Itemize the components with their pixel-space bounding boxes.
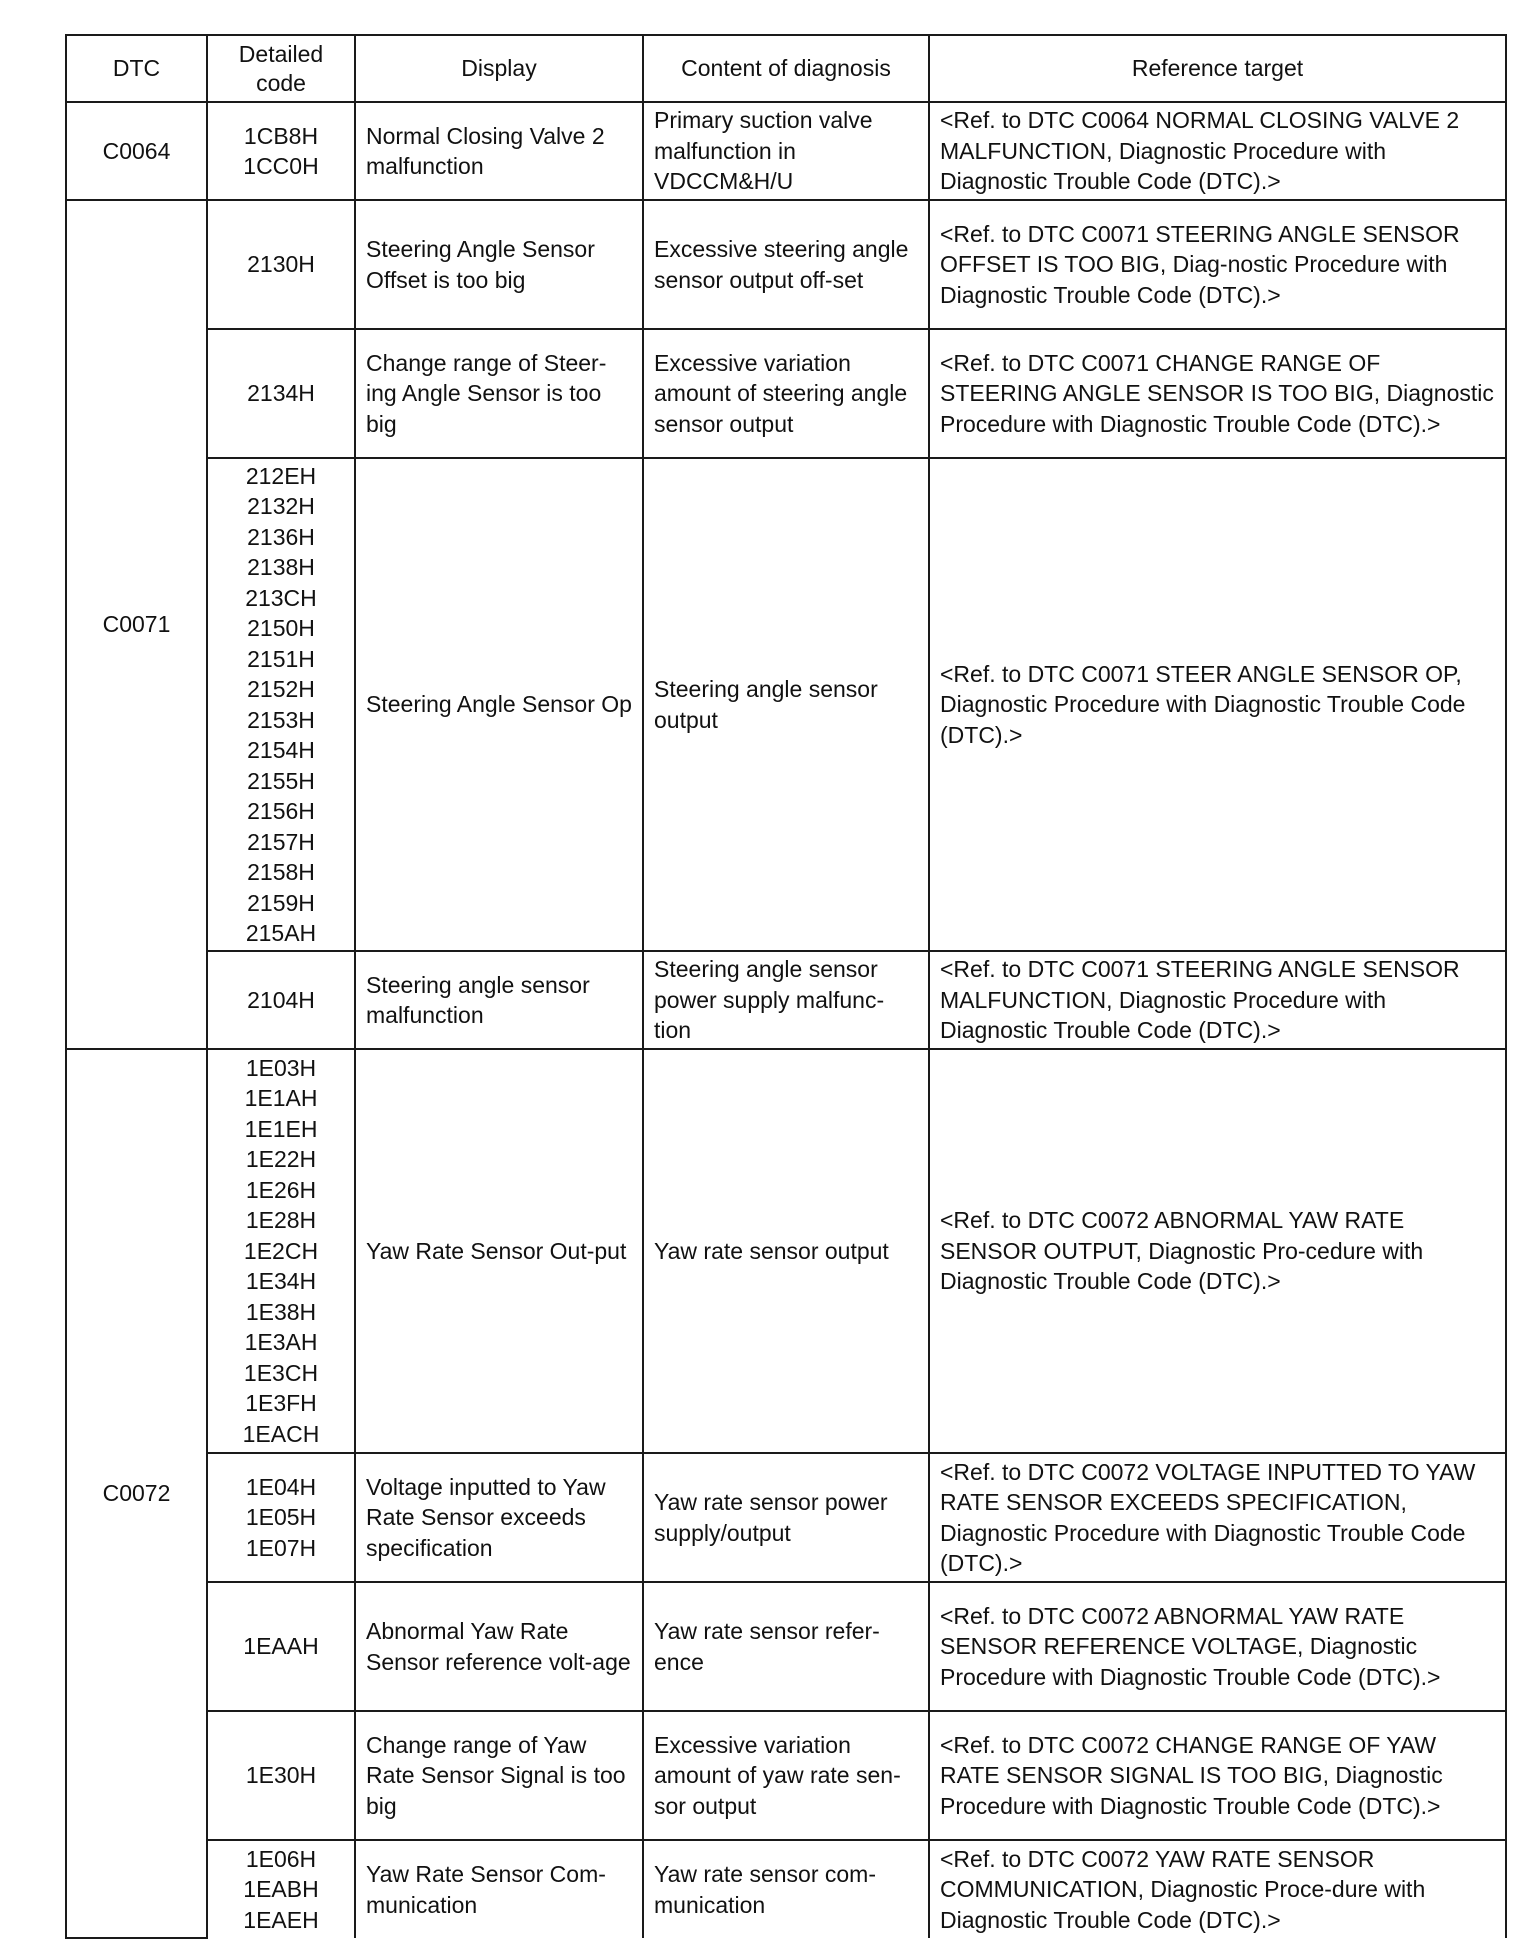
display-cell: Steering angle sensor malfunction xyxy=(355,951,643,1049)
display-cell: Steering Angle Sensor Op xyxy=(355,458,643,951)
table-row xyxy=(66,951,1506,1049)
content-cell: Excessive variation amount of steering angle sensor output xyxy=(643,329,929,458)
detailed-code-cell: 2134H xyxy=(207,329,355,458)
table-row xyxy=(66,1582,1506,1711)
reference-cell: <Ref. to DTC C0071 STEERING ANGLE SENSOR MALFUNCTION, Diagnostic Procedure with Diagnostic Trouble Code (DTC).> xyxy=(929,951,1506,1049)
content-cell: Yaw rate sensor refer-ence xyxy=(643,1582,929,1711)
display-cell: Change range of Yaw Rate Sensor Signal is too big xyxy=(355,1711,643,1840)
content-cell: Excessive steering angle sensor output off-set xyxy=(643,200,929,329)
detailed-code-cell: 1CB8H 1CC0H xyxy=(207,102,355,200)
header-reference: Reference target xyxy=(929,35,1506,102)
content-cell: Steering angle sensor power supply malfunc-tion xyxy=(643,951,929,1049)
dtc-code-cell: C0071 xyxy=(66,200,207,1049)
content-cell: Primary suction valve malfunction in VDCCM&H/U xyxy=(643,102,929,200)
detailed-code-cell: 1EAAH xyxy=(207,1582,355,1711)
reference-cell: <Ref. to DTC C0072 YAW RATE SENSOR COMMUNICATION, Diagnostic Proce-dure with Diagnostic Trouble Code (DTC).> xyxy=(929,1840,1506,1938)
header-display: Display xyxy=(355,35,643,102)
table-row xyxy=(66,458,1506,951)
display-cell: Change range of Steer-ing Angle Sensor is too big xyxy=(355,329,643,458)
table-body xyxy=(66,102,1506,1938)
dtc-code-cell: C0072 xyxy=(66,1049,207,1938)
table-row xyxy=(66,200,1506,329)
table-header xyxy=(66,35,1506,102)
header-dtc: DTC xyxy=(66,35,207,102)
content-cell: Yaw rate sensor output xyxy=(643,1049,929,1453)
detailed-code-cell: 2104H xyxy=(207,951,355,1049)
detailed-code-cell: 1E03H 1E1AH 1E1EH 1E22H 1E26H 1E28H 1E2CH 1E34H 1E38H 1E3AH 1E3CH 1E3FH 1EACH xyxy=(207,1049,355,1453)
reference-cell: <Ref. to DTC C0072 VOLTAGE INPUTTED TO YAW RATE SENSOR EXCEEDS SPECIFICATION, Diagnostic Procedure with Diagnostic Trouble Code (DTC).> xyxy=(929,1453,1506,1582)
reference-cell: <Ref. to DTC C0072 CHANGE RANGE OF YAW RATE SENSOR SIGNAL IS TOO BIG, Diagnostic Procedure with Diagnostic Trouble Code (DTC).> xyxy=(929,1711,1506,1840)
dtc-table xyxy=(65,34,1507,1939)
reference-cell: <Ref. to DTC C0072 ABNORMAL YAW RATE SENSOR OUTPUT, Diagnostic Pro-cedure with Diagnostic Trouble Code (DTC).> xyxy=(929,1049,1506,1453)
table-row xyxy=(66,102,1506,200)
reference-cell: <Ref. to DTC C0071 STEERING ANGLE SENSOR OFFSET IS TOO BIG, Diag-nostic Procedure with Diagnostic Trouble Code (DTC).> xyxy=(929,200,1506,329)
content-cell: Excessive variation amount of yaw rate sen-sor output xyxy=(643,1711,929,1840)
table-row xyxy=(66,1840,1506,1938)
content-cell: Steering angle sensor output xyxy=(643,458,929,951)
table-row xyxy=(66,1049,1506,1453)
reference-cell: <Ref. to DTC C0071 CHANGE RANGE OF STEERING ANGLE SENSOR IS TOO BIG, Diagnostic Procedure with Diagnostic Trouble Code (DTC).> xyxy=(929,329,1506,458)
detailed-code-cell: 1E04H 1E05H 1E07H xyxy=(207,1453,355,1582)
display-cell: Yaw Rate Sensor Com-munication xyxy=(355,1840,643,1938)
reference-cell: <Ref. to DTC C0064 NORMAL CLOSING VALVE 2 MALFUNCTION, Diagnostic Procedure with Diagnostic Trouble Code (DTC).> xyxy=(929,102,1506,200)
detailed-code-cell: 1E06H 1EABH 1EAEH xyxy=(207,1840,355,1938)
content-cell: Yaw rate sensor power supply/output xyxy=(643,1453,929,1582)
display-cell: Abnormal Yaw Rate Sensor reference volt-age xyxy=(355,1582,643,1711)
dtc-code-cell: C0064 xyxy=(66,102,207,200)
display-cell: Voltage inputted to Yaw Rate Sensor exceeds specification xyxy=(355,1453,643,1582)
header-detailed-code: Detailed code xyxy=(207,35,355,102)
display-cell: Normal Closing Valve 2 malfunction xyxy=(355,102,643,200)
table-row xyxy=(66,329,1506,458)
header-row xyxy=(66,35,1506,102)
reference-cell: <Ref. to DTC C0071 STEER ANGLE SENSOR OP, Diagnostic Procedure with Diagnostic Trouble Code (DTC).> xyxy=(929,458,1506,951)
display-cell: Steering Angle Sensor Offset is too big xyxy=(355,200,643,329)
table-row xyxy=(66,1453,1506,1582)
detailed-code-cell: 1E30H xyxy=(207,1711,355,1840)
content-cell: Yaw rate sensor com-munication xyxy=(643,1840,929,1938)
detailed-code-cell: 212EH 2132H 2136H 2138H 213CH 2150H 2151H 2152H 2153H 2154H 2155H 2156H 2157H 2158H 2159H 215AH xyxy=(207,458,355,951)
table-row xyxy=(66,1711,1506,1840)
display-cell: Yaw Rate Sensor Out-put xyxy=(355,1049,643,1453)
reference-cell: <Ref. to DTC C0072 ABNORMAL YAW RATE SENSOR REFERENCE VOLTAGE, Diagnostic Procedure with Diagnostic Trouble Code (DTC).> xyxy=(929,1582,1506,1711)
detailed-code-cell: 2130H xyxy=(207,200,355,329)
header-content: Content of diagnosis xyxy=(643,35,929,102)
